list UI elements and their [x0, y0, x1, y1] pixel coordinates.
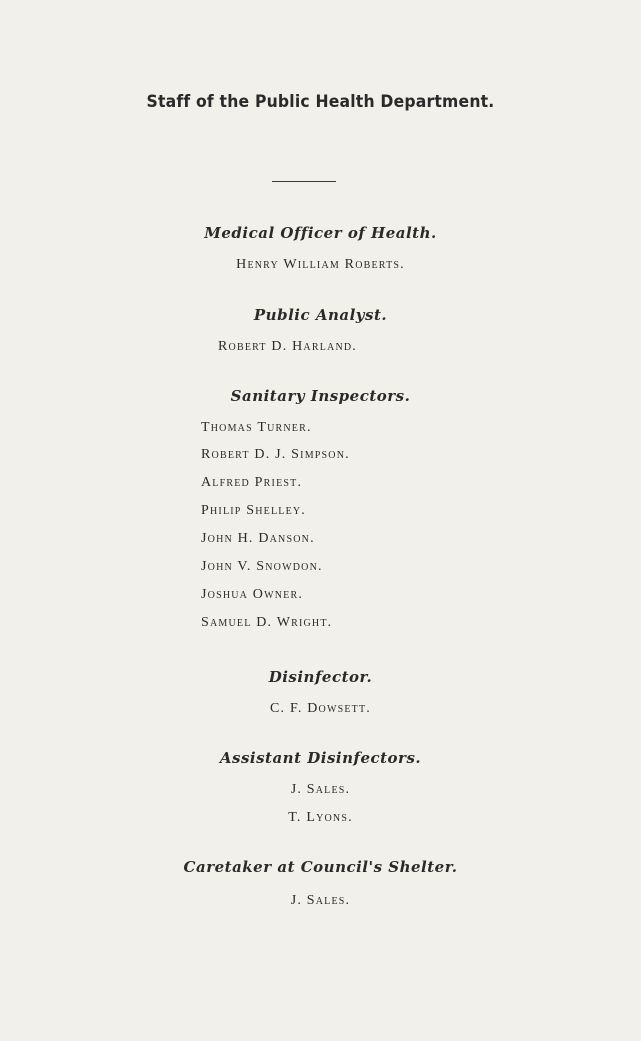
staff-name: Philip Shelley. [201, 503, 307, 518]
staff-name: Alfred Priest. [201, 475, 303, 490]
staff-name: C. F. Dowsett. [270, 701, 371, 716]
section-heading-assistant-disinfectors: Assistant Disinfectors. [219, 749, 422, 767]
section-heading-disinfector: Disinfector. [268, 668, 373, 686]
staff-name: Robert D. Harland. [218, 339, 358, 354]
staff-name: Henry William Roberts. [236, 257, 405, 272]
staff-name: Thomas Turner. [201, 420, 312, 435]
staff-name: J. Sales. [290, 782, 351, 797]
section-heading-public-analyst: Public Analyst. [253, 306, 388, 324]
section-heading-sanitary-inspectors: Sanitary Inspectors. [230, 387, 411, 405]
staff-name: Joshua Owner. [201, 587, 304, 602]
staff-name: John H. Danson. [201, 531, 315, 546]
page-title: Staff of the Public Health Department. [146, 92, 495, 112]
section-heading-medical-officer: Medical Officer of Health. [204, 224, 437, 242]
staff-name: Samuel D. Wright. [201, 615, 333, 630]
staff-name: J. Sales. [290, 893, 351, 908]
staff-name: John V. Snowdon. [201, 559, 323, 574]
staff-name: T. Lyons. [288, 810, 353, 825]
staff-name: Robert D. J. Simpson. [201, 447, 350, 462]
section-heading-caretaker: Caretaker at Council's Shelter. [183, 858, 458, 876]
divider-rule [272, 181, 336, 182]
